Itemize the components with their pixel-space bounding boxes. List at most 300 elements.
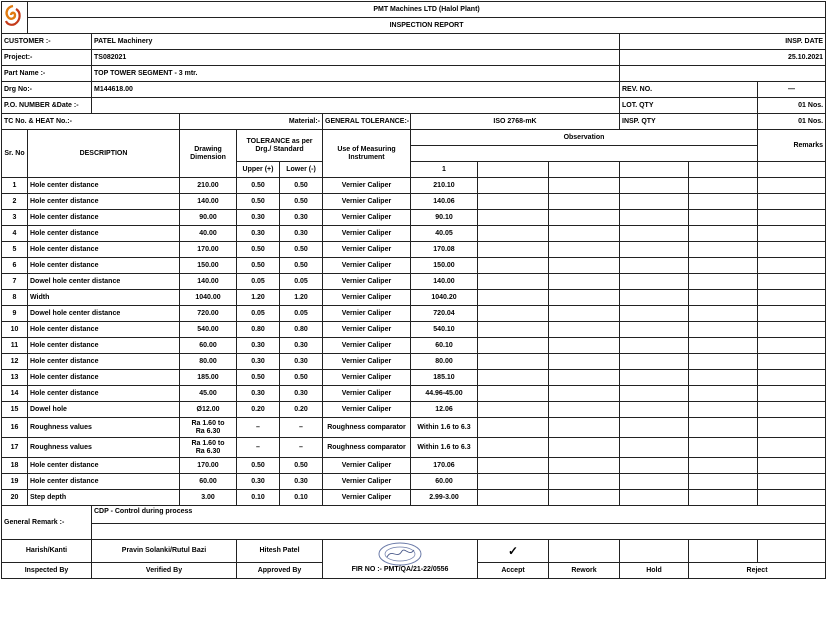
row-remarks [758, 490, 826, 506]
row-obs-5 [689, 370, 758, 386]
row-obs-4 [620, 194, 689, 210]
row-obs-4 [620, 290, 689, 306]
col-tolerance: TOLERANCE as per Drg./ Standard [237, 130, 323, 162]
row-upper-tol: 0.50 [237, 194, 280, 210]
row-description: Hole center distance [28, 386, 180, 402]
row-obs-5 [689, 178, 758, 194]
row-upper-tol: 0.30 [237, 474, 280, 490]
row-upper-tol: 0.50 [237, 178, 280, 194]
row-instrument: Vernier Caliper [323, 386, 411, 402]
row-obs-2 [478, 242, 549, 258]
row-instrument: Vernier Caliper [323, 194, 411, 210]
row-obs-5 [689, 290, 758, 306]
row-obs-5 [689, 418, 758, 438]
part-name-value: TOP TOWER SEGMENT - 3 mtr. [92, 66, 620, 82]
row-instrument: Vernier Caliper [323, 402, 411, 418]
row-drawing-dimension: Ra 1.60 to Ra 6.30 [180, 418, 237, 438]
row-drawing-dimension: Ø12.00 [180, 402, 237, 418]
row-sr: 7 [2, 274, 28, 290]
col-drawing-dimension: Drawing Dimension [180, 130, 237, 178]
row-obs-2 [478, 258, 549, 274]
row-remarks [758, 306, 826, 322]
row-sr: 14 [2, 386, 28, 402]
row-obs-3 [549, 290, 620, 306]
row-obs-1: 2.99-3.00 [411, 490, 478, 506]
row-obs-5 [689, 474, 758, 490]
row-drawing-dimension: 140.00 [180, 194, 237, 210]
row-obs-1: 210.10 [411, 178, 478, 194]
row-description: Hole center distance [28, 194, 180, 210]
row-lower-tol: 0.05 [280, 274, 323, 290]
row-description: Hole center distance [28, 338, 180, 354]
drg-no-label: Drg No:- [2, 82, 92, 98]
row-sr: 4 [2, 226, 28, 242]
row-lower-tol: – [280, 418, 323, 438]
row-lower-tol: 0.10 [280, 490, 323, 506]
verified-by-name: Pravin Solanki/Rutul Bazi [92, 540, 237, 563]
row-lower-tol: 0.50 [280, 194, 323, 210]
row-instrument: Vernier Caliper [323, 474, 411, 490]
row-obs-4 [620, 338, 689, 354]
customer-value: PATEL Machinery [92, 34, 620, 50]
table-row [2, 210, 826, 226]
table-row [2, 370, 826, 386]
row-remarks [758, 194, 826, 210]
row-obs-4 [620, 386, 689, 402]
row-drawing-dimension: 170.00 [180, 242, 237, 258]
insp-qty-value: 01 Nos. [758, 114, 826, 130]
row-obs-1: 90.10 [411, 210, 478, 226]
table-row [2, 458, 826, 474]
row-upper-tol: 0.30 [237, 386, 280, 402]
row-drawing-dimension: 60.00 [180, 474, 237, 490]
col-sr-no: Sr. No [2, 130, 28, 178]
general-remark-label: General Remark :- [2, 506, 92, 540]
row-remarks [758, 354, 826, 370]
po-value [92, 98, 620, 114]
row-drawing-dimension: 45.00 [180, 386, 237, 402]
project-label: Project:- [2, 50, 92, 66]
row-obs-3 [549, 322, 620, 338]
table-row [2, 242, 826, 258]
row-sr: 16 [2, 418, 28, 438]
row-obs-3 [549, 242, 620, 258]
inspection-report-sheet [1, 1, 825, 579]
row-obs-1: 150.00 [411, 258, 478, 274]
row-obs-5 [689, 490, 758, 506]
row-obs-3 [549, 210, 620, 226]
tc-label: TC No. & HEAT No.:- [2, 114, 180, 130]
table-row [2, 438, 826, 458]
row-obs-2 [478, 178, 549, 194]
row-upper-tol: 0.30 [237, 354, 280, 370]
row-upper-tol: 0.30 [237, 210, 280, 226]
report-title: INSPECTION REPORT [28, 18, 826, 34]
row-drawing-dimension: 140.00 [180, 274, 237, 290]
row-obs-1: 140.00 [411, 274, 478, 290]
reject-label: Reject [689, 563, 826, 579]
row-instrument: Vernier Caliper [323, 322, 411, 338]
row-obs-1: 170.06 [411, 458, 478, 474]
row-upper-tol: 0.05 [237, 306, 280, 322]
row-obs-4 [620, 458, 689, 474]
row-obs-2 [478, 402, 549, 418]
row-obs-5 [689, 338, 758, 354]
row-remarks [758, 418, 826, 438]
row-description: Hole center distance [28, 370, 180, 386]
row-obs-3 [549, 354, 620, 370]
row-obs-5 [689, 322, 758, 338]
col-description: DESCRIPTION [28, 130, 180, 178]
row-obs-1: 720.04 [411, 306, 478, 322]
row-upper-tol: 0.10 [237, 490, 280, 506]
row-drawing-dimension: 170.00 [180, 458, 237, 474]
row-obs-2 [478, 490, 549, 506]
row-instrument: Vernier Caliper [323, 338, 411, 354]
row-upper-tol: 0.05 [237, 274, 280, 290]
row-obs-2 [478, 194, 549, 210]
row-upper-tol: 0.30 [237, 226, 280, 242]
row-sr: 17 [2, 438, 28, 458]
table-row [2, 322, 826, 338]
row-instrument: Vernier Caliper [323, 274, 411, 290]
lot-qty-value: 01 Nos. [758, 98, 826, 114]
table-row [2, 194, 826, 210]
row-obs-3 [549, 402, 620, 418]
row-description: Dowel hole center distance [28, 306, 180, 322]
verified-by-label: Verified By [92, 563, 237, 579]
row-drawing-dimension: 1040.00 [180, 290, 237, 306]
hold-mark [620, 540, 689, 563]
rework-mark [549, 540, 620, 563]
row-obs-3 [549, 438, 620, 458]
row-sr: 2 [2, 194, 28, 210]
row-obs-5 [689, 226, 758, 242]
row-obs-5 [689, 354, 758, 370]
stamp-fir-cell [323, 540, 478, 579]
table-row [2, 402, 826, 418]
row-remarks [758, 258, 826, 274]
row-description: Width [28, 290, 180, 306]
row-instrument: Vernier Caliper [323, 210, 411, 226]
row-obs-5 [689, 210, 758, 226]
row-lower-tol: 0.30 [280, 210, 323, 226]
row-sr: 18 [2, 458, 28, 474]
row-obs-1: 140.06 [411, 194, 478, 210]
row-obs-5 [689, 274, 758, 290]
row-instrument: Vernier Caliper [323, 306, 411, 322]
row-obs-4 [620, 306, 689, 322]
row-lower-tol: 0.30 [280, 386, 323, 402]
row-obs-1: 60.10 [411, 338, 478, 354]
row-remarks [758, 386, 826, 402]
row-obs-4 [620, 474, 689, 490]
row-upper-tol: – [237, 438, 280, 458]
general-remark-value: CDP - Control during process [92, 506, 826, 524]
row-upper-tol: 0.50 [237, 242, 280, 258]
row-obs-3 [549, 474, 620, 490]
col-obs-1: 1 [411, 162, 478, 178]
row-description: Hole center distance [28, 458, 180, 474]
row-obs-1: 44.96-45.00 [411, 386, 478, 402]
row-obs-2 [478, 458, 549, 474]
row-obs-4 [620, 490, 689, 506]
lot-qty-label: LOT. QTY [620, 98, 758, 114]
drg-no-value: M144618.00 [92, 82, 620, 98]
row-obs-1: Within 1.6 to 6.3 [411, 438, 478, 458]
row-sr: 13 [2, 370, 28, 386]
row-obs-3 [549, 258, 620, 274]
row-obs-3 [549, 458, 620, 474]
row-obs-2 [478, 226, 549, 242]
row-instrument: Vernier Caliper [323, 490, 411, 506]
row-remarks [758, 242, 826, 258]
row-lower-tol: 0.50 [280, 458, 323, 474]
row-lower-tol: – [280, 438, 323, 458]
row-obs-4 [620, 354, 689, 370]
row-description: Hole center distance [28, 226, 180, 242]
row-obs-4 [620, 438, 689, 458]
row-sr: 11 [2, 338, 28, 354]
row-obs-5 [689, 306, 758, 322]
row-lower-tol: 0.05 [280, 306, 323, 322]
row-remarks [758, 322, 826, 338]
project-value: TS082021 [92, 50, 620, 66]
row-obs-1: 1040.20 [411, 290, 478, 306]
row-upper-tol: 0.50 [237, 370, 280, 386]
row-obs-2 [478, 370, 549, 386]
row-obs-2 [478, 418, 549, 438]
row-obs-5 [689, 386, 758, 402]
row-obs-2 [478, 322, 549, 338]
row-lower-tol: 0.50 [280, 370, 323, 386]
row-drawing-dimension: 150.00 [180, 258, 237, 274]
row-obs-3 [549, 178, 620, 194]
col-observation: Observation [411, 130, 758, 146]
row-instrument: Vernier Caliper [323, 178, 411, 194]
row-sr: 6 [2, 258, 28, 274]
row-obs-3 [549, 386, 620, 402]
row-obs-3 [549, 370, 620, 386]
table-row [2, 338, 826, 354]
row-sr: 10 [2, 322, 28, 338]
row-description: Hole center distance [28, 322, 180, 338]
row-obs-1: 540.10 [411, 322, 478, 338]
customer-label: CUSTOMER :- [2, 34, 92, 50]
row-drawing-dimension: 720.00 [180, 306, 237, 322]
row-upper-tol: 0.30 [237, 338, 280, 354]
row-description: Hole center distance [28, 242, 180, 258]
gen-tol-value: ISO 2768-mK [411, 114, 620, 130]
part-name-label: Part Name :- [2, 66, 92, 82]
rev-no-label: REV. NO. [620, 82, 758, 98]
row-lower-tol: 0.30 [280, 338, 323, 354]
approved-by-label: Approved By [237, 563, 323, 579]
row-instrument: Vernier Caliper [323, 354, 411, 370]
row-obs-4 [620, 178, 689, 194]
row-obs-3 [549, 306, 620, 322]
row-upper-tol: 0.50 [237, 458, 280, 474]
row-obs-1: Within 1.6 to 6.3 [411, 418, 478, 438]
row-obs-4 [620, 210, 689, 226]
material-label: Material:- [180, 114, 323, 130]
row-lower-tol: 0.50 [280, 242, 323, 258]
row-obs-3 [549, 418, 620, 438]
col-instrument: Use of Measuring Instrument [323, 130, 411, 178]
row-instrument: Vernier Caliper [323, 370, 411, 386]
row-obs-2 [478, 210, 549, 226]
row-drawing-dimension: 3.00 [180, 490, 237, 506]
row-description: Hole center distance [28, 354, 180, 370]
row-remarks [758, 274, 826, 290]
row-remarks [758, 458, 826, 474]
row-sr: 20 [2, 490, 28, 506]
col-obs-3 [549, 162, 620, 178]
row-remarks [758, 402, 826, 418]
row-remarks [758, 338, 826, 354]
inspection-report-table [1, 1, 826, 579]
row-sr: 5 [2, 242, 28, 258]
row-drawing-dimension: 90.00 [180, 210, 237, 226]
row-obs-5 [689, 258, 758, 274]
col-lower: Lower (-) [280, 162, 323, 178]
table-row [2, 418, 826, 438]
table-row [2, 226, 826, 242]
row-obs-2 [478, 386, 549, 402]
row-description: Roughness values [28, 438, 180, 458]
row-upper-tol: 1.20 [237, 290, 280, 306]
po-label: P.O. NUMBER &Date :- [2, 98, 92, 114]
table-row [2, 258, 826, 274]
row-obs-2 [478, 438, 549, 458]
row-obs-4 [620, 418, 689, 438]
table-row [2, 178, 826, 194]
row-description: Hole center distance [28, 474, 180, 490]
accept-label: Accept [478, 563, 549, 579]
row-obs-3 [549, 194, 620, 210]
row-drawing-dimension: 185.00 [180, 370, 237, 386]
row-remarks [758, 178, 826, 194]
col-obs-5 [689, 162, 758, 178]
row-description: Dowel hole center distance [28, 274, 180, 290]
row-sr: 9 [2, 306, 28, 322]
row-obs-1: 80.00 [411, 354, 478, 370]
row-obs-2 [478, 338, 549, 354]
row-lower-tol: 1.20 [280, 290, 323, 306]
row-obs-3 [549, 274, 620, 290]
col-upper: Upper (+) [237, 162, 280, 178]
row-drawing-dimension: 210.00 [180, 178, 237, 194]
row-sr: 15 [2, 402, 28, 418]
insp-date-value: 25.10.2021 [620, 50, 826, 66]
fir-no: FIR NO :- PMT/QA/21-22/0556 [351, 566, 449, 573]
row-remarks [758, 474, 826, 490]
approved-by-name: Hitesh Patel [237, 540, 323, 563]
gen-tol-label: GENERAL TOLERANCE:- [323, 114, 411, 130]
row-description: Hole center distance [28, 178, 180, 194]
row-instrument: Vernier Caliper [323, 290, 411, 306]
row-description: Dowel hole [28, 402, 180, 418]
row-sr: 12 [2, 354, 28, 370]
row-obs-1: 40.05 [411, 226, 478, 242]
row-obs-4 [620, 370, 689, 386]
row-lower-tol: 0.30 [280, 354, 323, 370]
footer-blank [758, 540, 826, 563]
observation-spacer [411, 146, 758, 162]
col-obs-4 [620, 162, 689, 178]
row-drawing-dimension: Ra 1.60 to Ra 6.30 [180, 438, 237, 458]
accept-mark: ✓ [478, 540, 549, 563]
row-remarks [758, 226, 826, 242]
general-remark-blank [92, 524, 826, 540]
table-row [2, 490, 826, 506]
row-obs-4 [620, 322, 689, 338]
row-obs-5 [689, 438, 758, 458]
row-obs-3 [549, 226, 620, 242]
col-obs-2 [478, 162, 549, 178]
row-obs-2 [478, 354, 549, 370]
table-row [2, 354, 826, 370]
row-drawing-dimension: 40.00 [180, 226, 237, 242]
row-obs-1: 60.00 [411, 474, 478, 490]
row-obs-3 [549, 338, 620, 354]
row-sr: 1 [2, 178, 28, 194]
row-obs-5 [689, 242, 758, 258]
row-description: Roughness values [28, 418, 180, 438]
table-row [2, 290, 826, 306]
row-description: Step depth [28, 490, 180, 506]
row-description: Hole center distance [28, 210, 180, 226]
row-remarks [758, 438, 826, 458]
row-obs-4 [620, 226, 689, 242]
row-lower-tol: 0.80 [280, 322, 323, 338]
row-lower-tol: 0.30 [280, 226, 323, 242]
row-upper-tol: – [237, 418, 280, 438]
row-lower-tol: 0.50 [280, 258, 323, 274]
row-obs-3 [549, 490, 620, 506]
row-lower-tol: 0.50 [280, 178, 323, 194]
row-obs-4 [620, 258, 689, 274]
row-obs-1: 12.06 [411, 402, 478, 418]
row-instrument: Vernier Caliper [323, 226, 411, 242]
row-description: Hole center distance [28, 258, 180, 274]
row-remarks [758, 210, 826, 226]
logo-cell [2, 2, 28, 34]
inspected-by-label: Inspected By [2, 563, 92, 579]
row-sr: 19 [2, 474, 28, 490]
col-remarks-sub [758, 162, 826, 178]
row-obs-2 [478, 474, 549, 490]
table-row [2, 306, 826, 322]
row-obs-1: 185.10 [411, 370, 478, 386]
row-obs-5 [689, 194, 758, 210]
row-drawing-dimension: 540.00 [180, 322, 237, 338]
row-remarks [758, 370, 826, 386]
row-lower-tol: 0.20 [280, 402, 323, 418]
row-instrument: Vernier Caliper [323, 242, 411, 258]
blank-cell [620, 66, 826, 82]
row-sr: 3 [2, 210, 28, 226]
table-row [2, 474, 826, 490]
row-obs-2 [478, 274, 549, 290]
reject-mark [689, 540, 758, 563]
row-upper-tol: 0.50 [237, 258, 280, 274]
table-row [2, 386, 826, 402]
company-name: PMT Machines LTD (Halol Plant) [28, 2, 826, 18]
col-remarks: Remarks [758, 130, 826, 162]
insp-qty-label: INSP. QTY [620, 114, 758, 130]
rework-label: Rework [549, 563, 620, 579]
